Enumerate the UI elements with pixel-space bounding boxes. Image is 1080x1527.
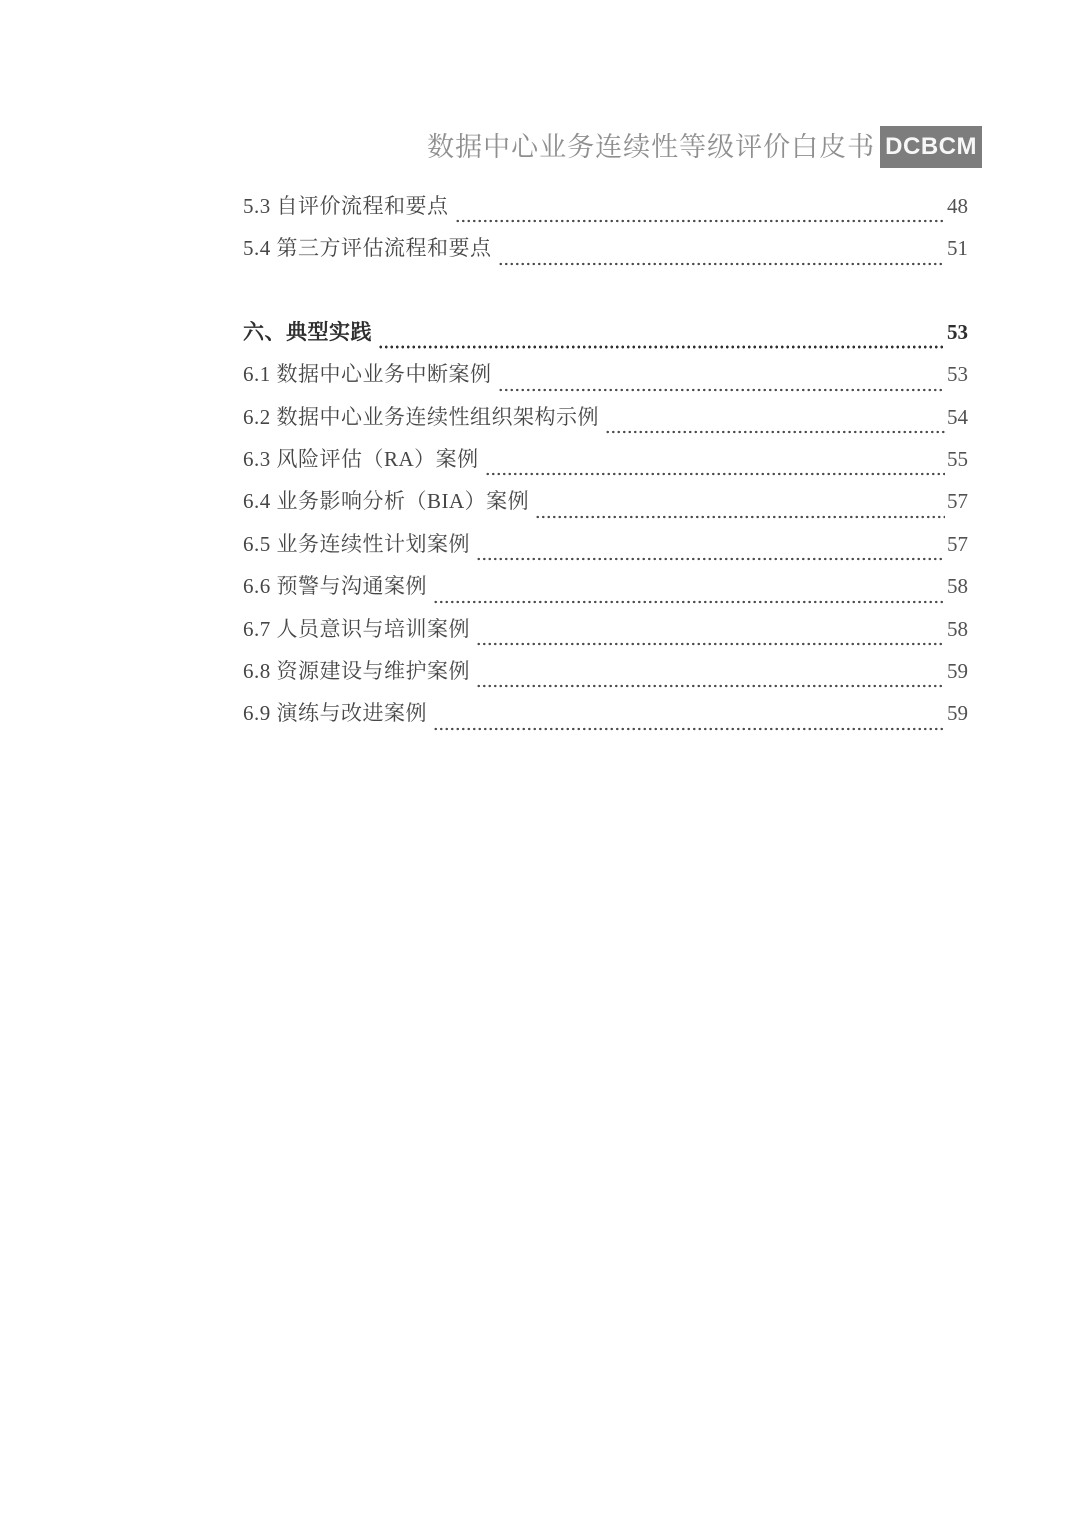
toc-entry: [243, 190, 968, 232]
toc-entry-label: 5.3 自评价流程和要点: [243, 194, 449, 218]
toc-entry-page: 59: [947, 701, 968, 726]
dot-leader: [433, 600, 945, 604]
dot-leader: [485, 472, 945, 476]
toc-entry-page: 57: [947, 531, 968, 556]
toc-entry-page: 59: [947, 658, 968, 683]
toc-entry-label: 6.2 数据中心业务连续性组织架构示例: [243, 404, 599, 429]
toc-entry-page: 51: [947, 236, 968, 261]
toc-entry-label: 6.6 预警与沟通案例: [243, 574, 427, 599]
toc-entry: [243, 655, 968, 697]
table-of-contents: [243, 190, 968, 740]
toc-entry: [243, 697, 968, 739]
toc-entry: [243, 528, 968, 570]
toc-entry-label: 6.8 资源建设与维护案例: [243, 658, 470, 683]
document-title: 数据中心业务连续性等级评价白皮书: [427, 132, 876, 162]
toc-entry-page: 54: [947, 404, 968, 429]
toc-entry-page: 58: [947, 574, 968, 599]
dot-leader: [455, 219, 946, 223]
toc-entry-label: 6.5 业务连续性计划案例: [243, 531, 470, 556]
dot-leader: [378, 345, 945, 349]
toc-entry: [243, 316, 968, 358]
toc-entry-page: 57: [947, 489, 968, 514]
toc-entry-label: 六、典型实践: [243, 319, 372, 344]
toc-entry-label: 6.3 风险评估（RA）案例: [243, 446, 479, 471]
toc-entry-page: 53: [947, 319, 968, 344]
toc-entry: [243, 485, 968, 527]
toc-entry: [243, 232, 968, 274]
toc-entry: [243, 358, 968, 400]
dot-leader: [498, 388, 946, 392]
toc-entry-label: 6.1 数据中心业务中断案例: [243, 362, 492, 387]
toc-entry: [243, 401, 968, 443]
running-header: [427, 126, 982, 168]
dot-leader: [476, 557, 945, 561]
toc-entry: [243, 613, 968, 655]
dot-leader: [535, 515, 945, 519]
dot-leader: [605, 430, 945, 434]
toc-entry-label: 6.4 业务影响分析（BIA）案例: [243, 489, 530, 514]
dcbcm-badge: DCBCM: [880, 126, 982, 168]
toc-entry-page: 55: [947, 446, 968, 471]
toc-entry-label: 6.9 演练与改进案例: [243, 701, 427, 726]
toc-entry-page: 53: [947, 362, 968, 387]
toc-entry-page: 48: [947, 194, 968, 218]
toc-entry-label: 5.4 第三方评估流程和要点: [243, 236, 492, 261]
dot-leader: [433, 727, 945, 731]
toc-entry-page: 58: [947, 616, 968, 641]
toc-entry: [243, 570, 968, 612]
toc-entry: [243, 443, 968, 485]
dot-leader: [498, 262, 946, 266]
dot-leader: [476, 684, 945, 688]
toc-entry-label: 6.7 人员意识与培训案例: [243, 616, 470, 641]
dot-leader: [476, 642, 945, 646]
